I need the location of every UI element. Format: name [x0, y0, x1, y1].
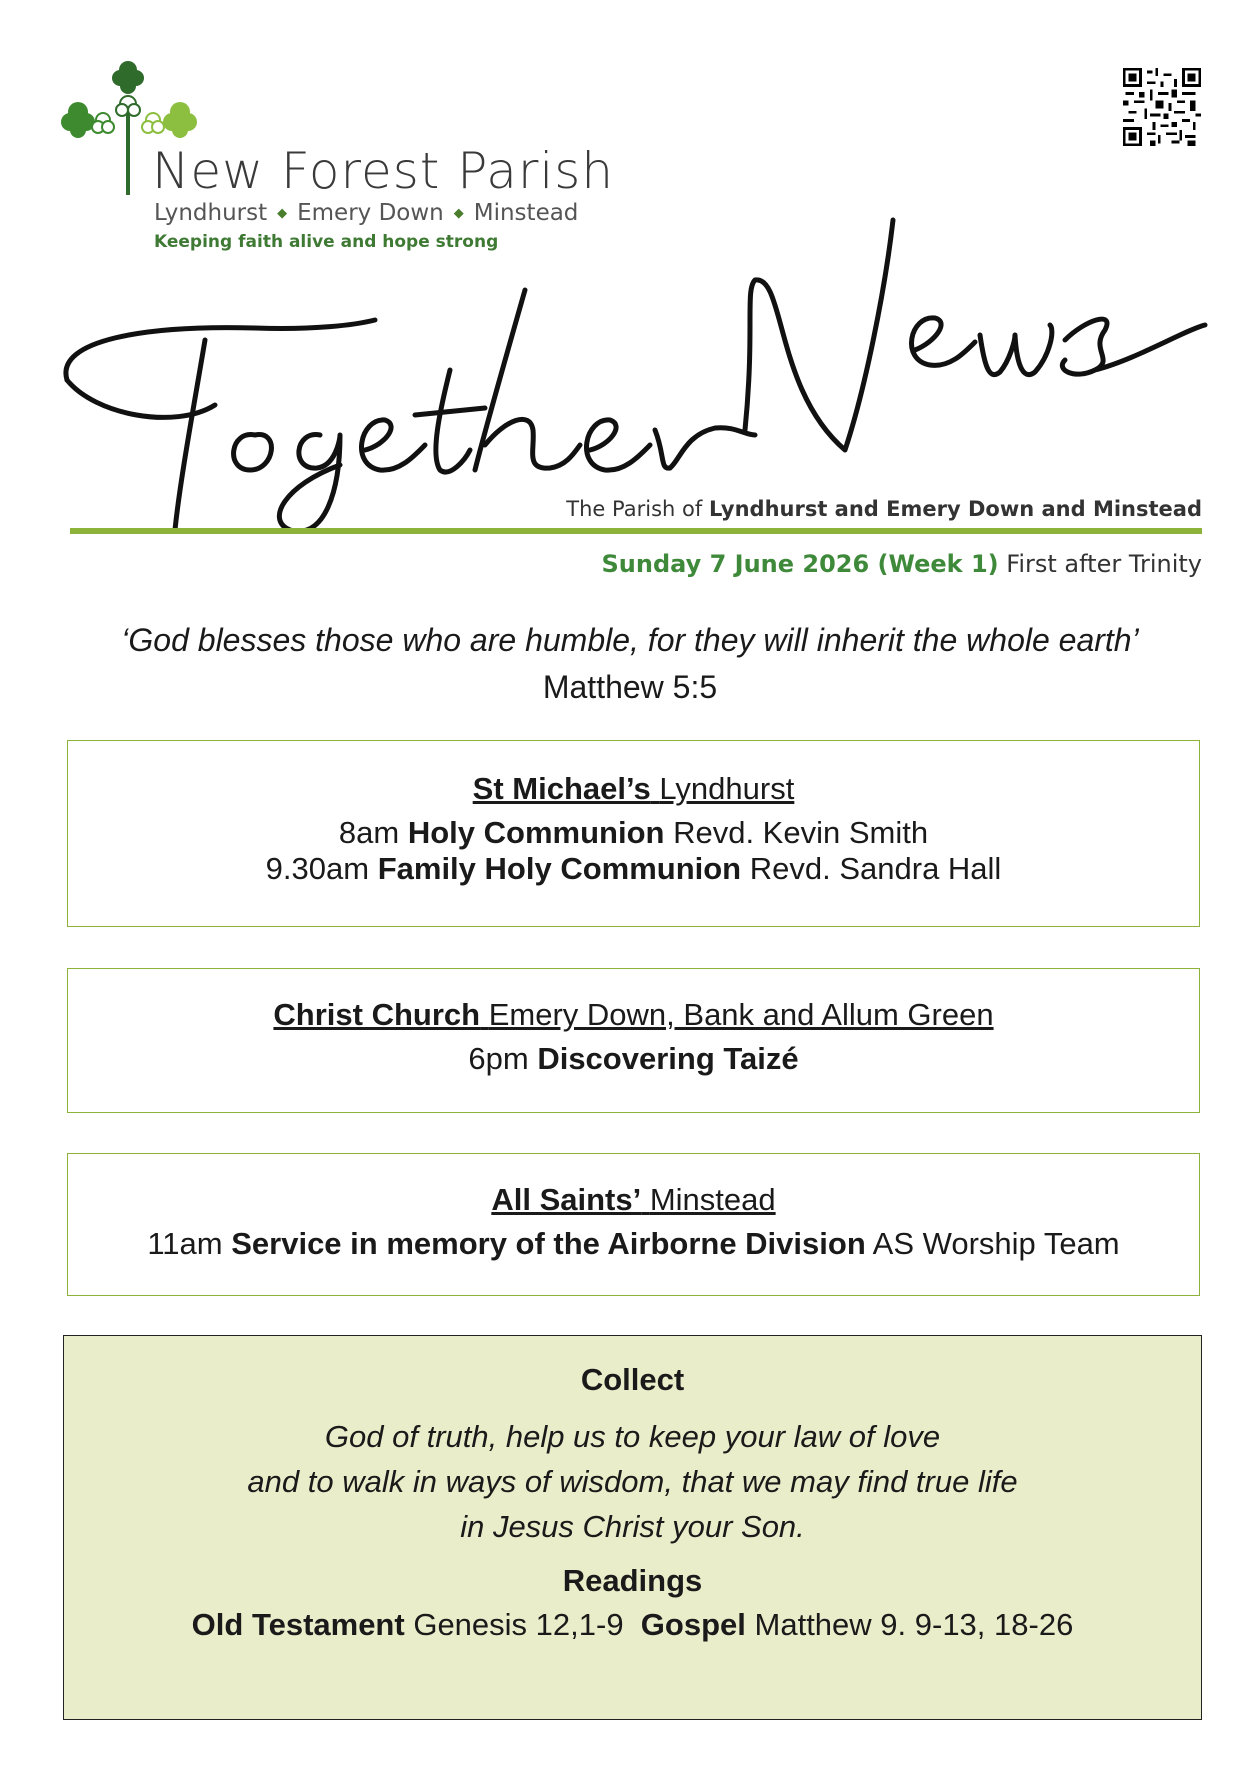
collect-line: and to walk in ways of wisdom, that we may find true life [247, 1464, 1018, 1499]
church-place: Minstead [649, 1182, 776, 1217]
church-heading [68, 771, 1199, 807]
collect-line: God of truth, help us to keep your law of love [324, 1419, 941, 1454]
readings-line [64, 1607, 1201, 1643]
church-name: St Michael’s [472, 771, 651, 806]
collect-text [64, 1414, 1201, 1549]
service-name: Discovering Taizé [537, 1041, 799, 1076]
church-name: Christ Church [273, 997, 481, 1032]
diamond-icon: ◆ [277, 206, 288, 221]
qr-code-icon[interactable] [1123, 68, 1201, 146]
verse-text: ‘God blesses those who are humble, for they will inherit the whole earth’ [121, 622, 1139, 658]
service-time: 6pm [468, 1041, 529, 1076]
ot-label: Old Testament [191, 1607, 405, 1642]
service-name: Holy Communion [407, 815, 665, 850]
masthead-rule [70, 528, 1202, 534]
service-box-st-michaels [67, 740, 1200, 927]
ot-reference: Genesis 12,1-9 [413, 1607, 624, 1642]
service-date: Sunday 7 June 2026 (Week 1) [601, 550, 999, 578]
service-name: Family Holy Communion [377, 851, 742, 886]
service-time: 9.30am [265, 851, 370, 886]
place-minstead: Minstead [473, 200, 579, 226]
gospel-label: Gospel [640, 1607, 746, 1642]
service-box-christ-church [67, 968, 1200, 1113]
liturgical-day: First after Trinity [1006, 550, 1202, 578]
parish-line [566, 497, 1202, 521]
place-lyndhurst: Lyndhurst [154, 200, 268, 226]
service-line [68, 815, 1199, 851]
parish-names: Lyndhurst and Emery Down and Minstead [708, 497, 1202, 521]
service-line [68, 851, 1199, 887]
place-emery-down: Emery Down [297, 200, 444, 226]
date-line [601, 550, 1202, 578]
service-name: Service in memory of the Airborne Division [231, 1226, 866, 1261]
service-line [68, 1226, 1199, 1262]
church-heading [68, 997, 1199, 1033]
diamond-icon: ◆ [453, 206, 464, 221]
service-time: 8am [338, 815, 400, 850]
church-place: Lyndhurst [659, 771, 795, 806]
collect-line: in Jesus Christ your Son. [460, 1509, 805, 1544]
verse-block [0, 622, 1260, 706]
service-line [68, 1041, 1199, 1077]
parish-prefix: The Parish of [566, 497, 703, 521]
church-name: All Saints’ [491, 1182, 642, 1217]
readings-heading: Readings [562, 1563, 703, 1598]
service-box-all-saints [67, 1153, 1200, 1296]
collect-box [63, 1335, 1202, 1720]
org-tagline: Keeping faith alive and hope strong [154, 232, 499, 252]
church-heading [68, 1182, 1199, 1218]
service-time: 11am [147, 1226, 223, 1261]
service-leader: AS Worship Team [872, 1226, 1120, 1261]
masthead-title-text: Together News [55, 217, 162, 234]
org-places [154, 200, 578, 226]
church-place: Emery Down, Bank and Allum Green [488, 997, 994, 1032]
service-leader: Revd. Sandra Hall [749, 851, 1002, 886]
org-name: New Forest Parish [152, 142, 615, 200]
service-leader: Revd. Kevin Smith [673, 815, 929, 850]
gospel-reference: Matthew 9. 9-13, 18-26 [754, 1607, 1074, 1642]
collect-heading: Collect [580, 1362, 685, 1397]
verse-reference: Matthew 5:5 [542, 669, 718, 705]
